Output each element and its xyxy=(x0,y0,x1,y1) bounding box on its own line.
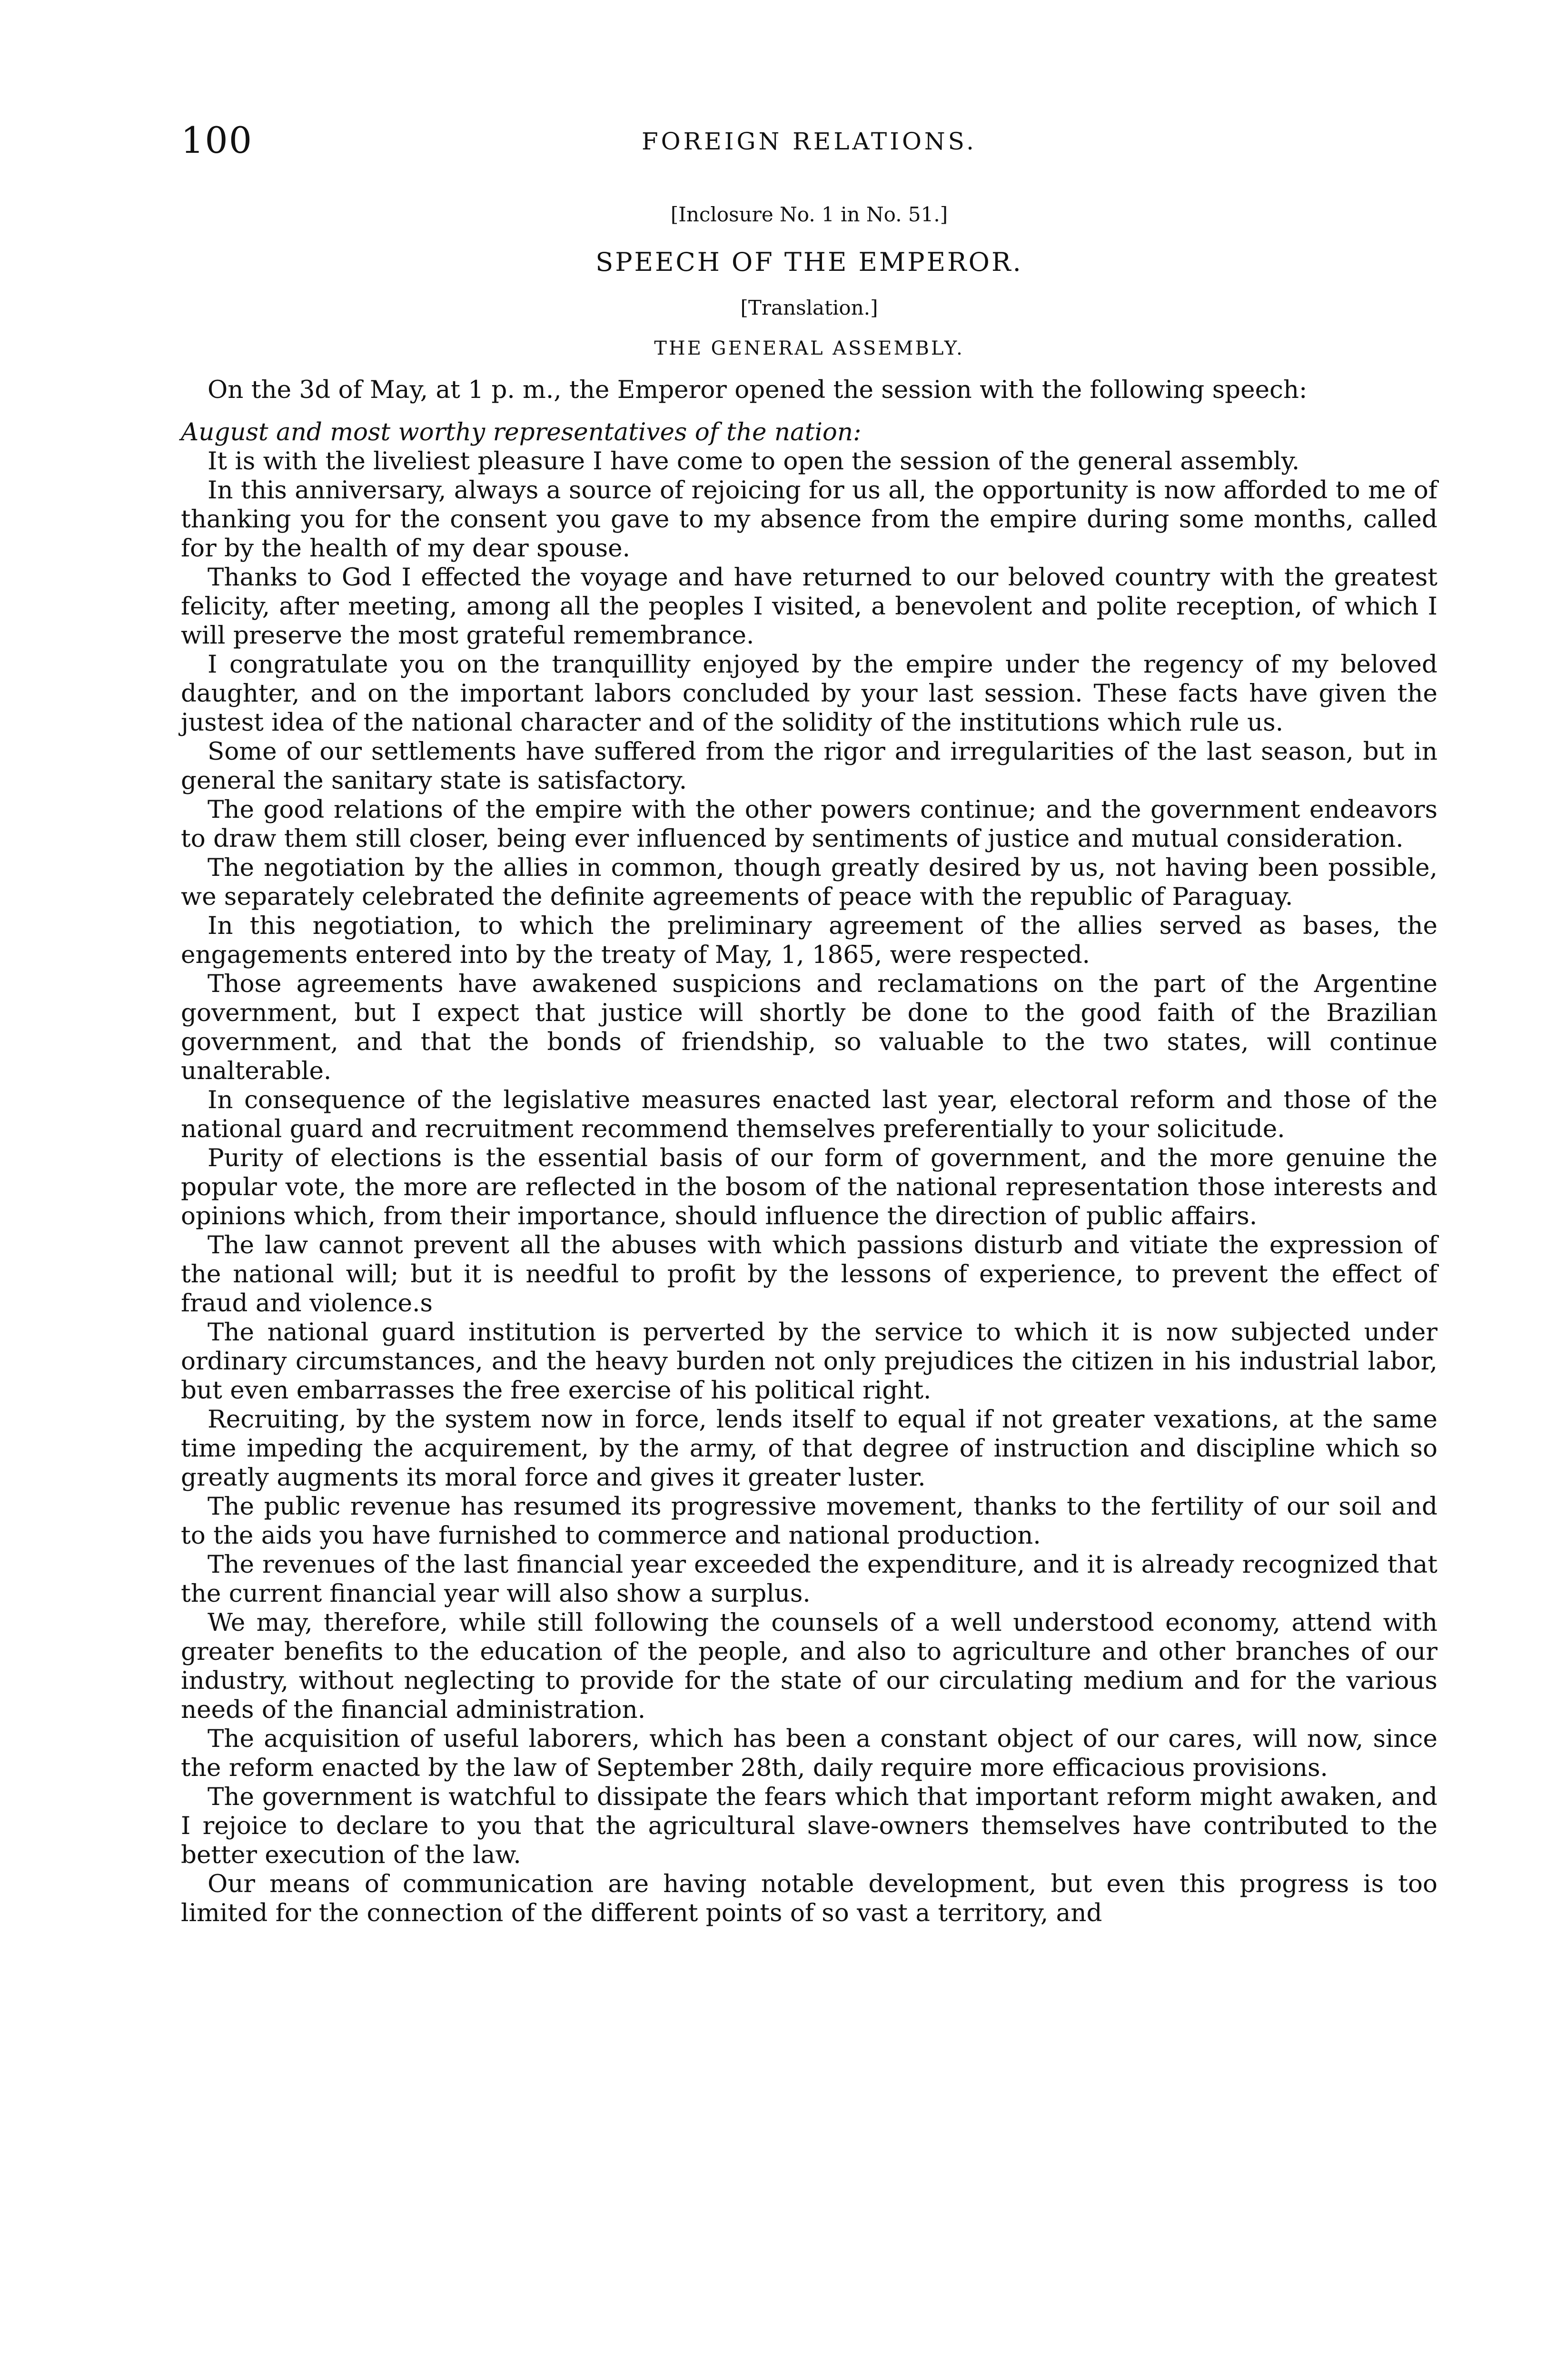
paragraph: The acquisition of useful laborers, which has been a constant object of our cares, will now, since the reform enacted by the law of September 28th, daily require more efficacious provisions. xyxy=(181,1725,1437,1782)
running-header xyxy=(181,119,1437,176)
intro-paragraph: On the 3d of May, at 1 p. m., the Emperor opened the session with the following speech: xyxy=(208,376,1308,404)
translation-note: [Translation.] xyxy=(740,296,878,319)
paragraph: The negotiation by the allies in common, though greatly desired by us, not having been possible, we separately celebrated the definite agreements of peace with the republic of Paraguay. xyxy=(181,853,1437,911)
document-page xyxy=(181,119,1437,1928)
inclosure-note: [Inclosure No. 1 in No. 51.] xyxy=(670,203,948,226)
running-title: FOREIGN RELATIONS. xyxy=(641,128,977,155)
paragraph: The law cannot prevent all the abuses with which passions disturb and vitiate the expression of the national will; but it is needful to profit by the lessons of experience, to prevent the effect of fraud and violence.s xyxy=(181,1231,1437,1318)
paragraph: I congratulate you on the tranquillity enjoyed by the empire under the regency of my beloved daughter, and on the important labors concluded by your last session. These facts have given the justest idea of the national character and of the solidity of the institutions which rule us. xyxy=(181,650,1437,737)
page-number: 100 xyxy=(181,119,253,161)
paragraph: In this anniversary, always a source of rejoicing for us all, the opportunity is now afforded to me of thanking you for the consent you gave to my absence from the empire during some months, called for by the health of my dear spouse. xyxy=(181,476,1437,563)
paragraph: Our means of communication are having notable development, but even this progress is too limited for the connection of the different points of so vast a territory, and xyxy=(181,1870,1437,1927)
paragraph: Thanks to God I effected the voyage and have returned to our beloved country with the greatest felicity, after meeting, among all the peoples I visited, a benevolent and polite reception, of which I will preserve the most grateful remembrance. xyxy=(181,563,1437,650)
paragraph: In consequence of the legislative measures enacted last year, electoral reform and those of the national guard and recruitment recommend themselves preferentially to your solicitude. xyxy=(181,1086,1437,1143)
paragraph: Purity of elections is the essential basis of our form of government, and the more genuine the popular vote, the more are reflected in the bosom of the national representation those interests and opinions which, from their importance, should influence the direction of public affairs. xyxy=(181,1144,1437,1230)
paragraph: The public revenue has resumed its progressive movement, thanks to the fertility of our soil and to the aids you have furnished to commerce and national production. xyxy=(181,1492,1437,1550)
paragraph: Some of our settlements have suffered from the rigor and irregularities of the last season, but in general the sanitary state is satisfactory. xyxy=(181,737,1437,795)
paragraph: We may, therefore, while still following the counsels of a well understood economy, attend with greater benefits to the education of the people, and also to agriculture and other branches of our industry, without neglecting to provide for the state of our circulating medium and for the various needs of the financial administration. xyxy=(181,1608,1437,1724)
paragraph: The government is watchful to dissipate the fears which that important reform might awaken, and I rejoice to declare to you that the agricultural slave-owners themselves have contributed to the better execution of the law. xyxy=(181,1783,1437,1869)
paragraph: It is with the liveliest pleasure I have come to open the session of the general assembly. xyxy=(208,447,1300,476)
salutation: August and most worthy representatives of the nation: xyxy=(181,418,862,446)
speech-body xyxy=(181,376,1437,1928)
section-subheading: THE GENERAL ASSEMBLY. xyxy=(654,337,964,359)
paragraph: The good relations of the empire with the other powers continue; and the government endeavors to draw them still closer, being ever influenced by sentiments of justice and mutual consideration. xyxy=(181,795,1437,853)
paragraph: In this negotiation, to which the preliminary agreement of the allies served as bases, the engagements entered into by the treaty of May, 1, 1865, were respected. xyxy=(181,912,1437,969)
paragraph: The revenues of the last financial year exceeded the expenditure, and it is already recognized that the current financial year will also show a surplus. xyxy=(181,1550,1437,1608)
paragraph: Recruiting, by the system now in force, lends itself to equal if not greater vexations, at the same time impeding the acquirement, by the army, of that degree of instruction and discipline which so greatly augments its moral force and gives it greater luster. xyxy=(181,1405,1437,1492)
document-title: SPEECH OF THE EMPEROR. xyxy=(595,247,1023,277)
paragraph: Those agreements have awakened suspicions and reclamations on the part of the Argentine government, but I expect that justice will shortly be done to the good faith of the Brazilian government, and that the bonds of friendship, so valuable to the two states, will continue unalterable. xyxy=(181,970,1437,1085)
paragraph: The national guard institution is perverted by the service to which it is now subjected under ordinary circumstances, and the heavy burden not only prejudices the citizen in his industrial labor, but even embarrasses the free exercise of his political right. xyxy=(181,1318,1437,1405)
